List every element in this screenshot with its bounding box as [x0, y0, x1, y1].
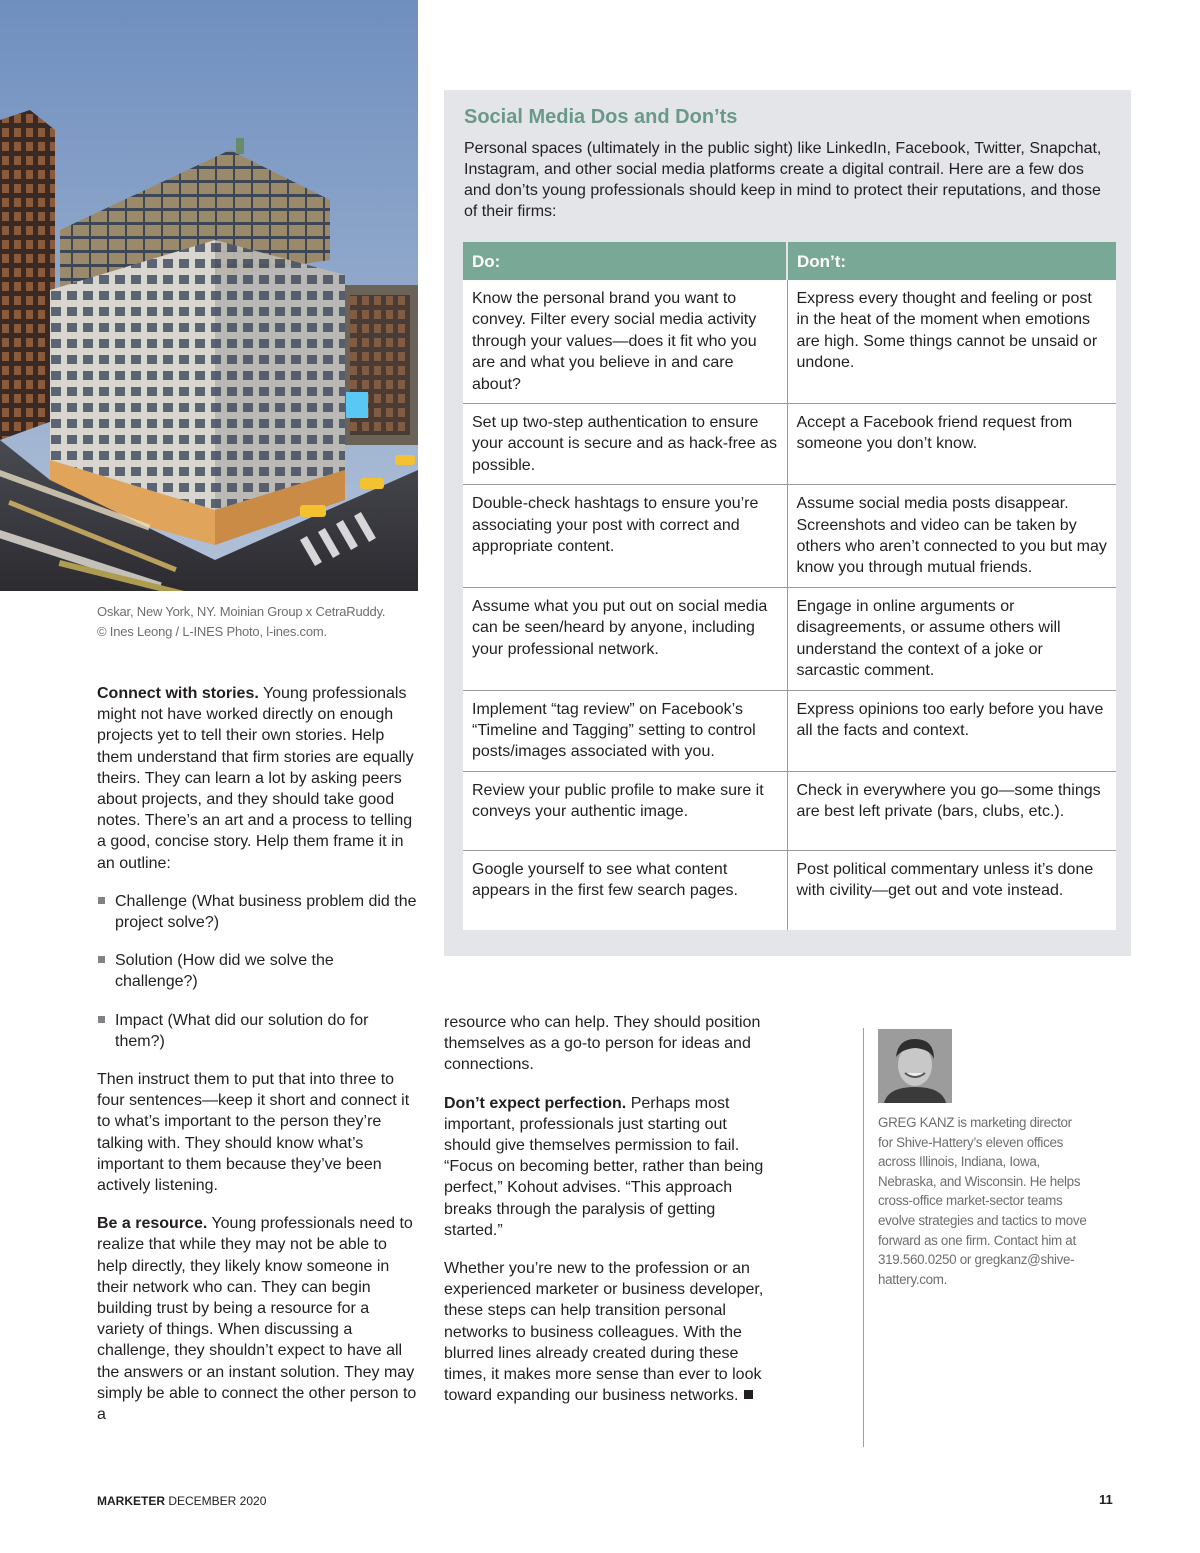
photo-caption — [97, 602, 407, 642]
paragraph — [444, 1258, 766, 1406]
author-bio: GREG KANZ is marketing director for Shive-Hattery’s eleven offices across Illinois, Indiana, Iowa, Nebraska, and Wisconsin. He helps cross-office market-sector teams evolve strategies and tactics to move forward as one firm. Contact him at 319.560.0250 or gregkanz@shive-hattery.com. — [878, 1115, 1087, 1287]
list-item-text: Challenge (What business problem did the project solve?) — [115, 892, 417, 932]
table-row — [463, 690, 1116, 771]
table-row — [463, 771, 1116, 850]
table-row — [463, 280, 1116, 404]
do-cell: Know the personal brand you want to convey. Filter every social media activity through your values—does it fit who you are and what you believe in and care about? — [463, 280, 787, 404]
paragraph — [97, 1213, 419, 1425]
building-illustration — [0, 0, 418, 591]
paragraph-lead: Connect with stories. — [97, 685, 259, 702]
table-row — [463, 404, 1116, 485]
dos-donts-table — [463, 242, 1116, 930]
table-header-row — [463, 242, 1116, 280]
paragraph-lead: Don’t expect perfection. — [444, 1094, 627, 1112]
list-item-text: Solution (How did we solve the challenge?) — [115, 952, 334, 991]
paragraph-text: Young professionals need to realize that while they may not be able to help directly, they likely know someone in their network who can. They can begin building trust by being a resource for a variety of things. When discussing a challenge, they shouldn’t expect to have all the answers or an instant solution. They may simply be able to connect the other person to a — [97, 1215, 417, 1424]
building-photo — [0, 0, 418, 591]
paragraph — [444, 1093, 766, 1241]
bio-divider — [863, 1028, 864, 1447]
outline-list — [97, 891, 419, 1052]
author-portrait-icon — [878, 1029, 952, 1103]
do-cell: Set up two-step authentication to ensure your account is secure and as hack-free as possible. — [463, 404, 787, 485]
author-headshot — [878, 1029, 952, 1103]
dont-cell: Engage in online arguments or disagreements, or assume others will understand the context of a joke or sarcastic comment. — [787, 587, 1116, 690]
paragraph: resource who can help. They should position themselves as a go-to person for ideas and connections. — [444, 1014, 761, 1074]
body-column-2 — [444, 1012, 766, 1423]
do-cell: Assume what you put out on social media can be seen/heard by anyone, including your professional network. — [463, 587, 787, 690]
caption-line-1: Oskar, New York, NY. Moinian Group x CetraRuddy. — [97, 604, 386, 619]
paragraph-text: Whether you’re new to the profession or an experienced marketer or business developer, these steps can help transition personal networks to business colleagues. With the blurred lines already created during these times, it makes more sense than ever to look toward expanding our business networks. — [444, 1260, 764, 1405]
list-item — [97, 950, 419, 992]
caption-line-2: © Ines Leong / L-INES Photo, l-ines.com. — [97, 624, 327, 639]
table-row — [463, 850, 1116, 930]
bullet-square-icon — [98, 956, 105, 963]
dont-cell: Assume social media posts disappear. Screenshots and video can be taken by others who aren’t connected to you but may know you through mutual friends. — [787, 485, 1116, 588]
sidebar-intro: Personal spaces (ultimately in the public sight) like LinkedIn, Facebook, Twitter, Snapchat, Instagram, and other social media platforms create a digital contrail. Here are a few dos and don’ts young professionals should keep in mind to protect their reputations, and those of their firms: — [464, 140, 1102, 220]
list-item — [97, 1010, 419, 1052]
list-item-text: Impact (What did our solution do for them?) — [115, 1011, 369, 1050]
dont-cell: Check in everywhere you go—some things are best left private (bars, clubs, etc.). — [787, 771, 1116, 850]
paragraph-lead: Be a resource. — [97, 1215, 208, 1233]
publication-name: MARKETER — [97, 1494, 165, 1508]
bullet-square-icon — [98, 1016, 105, 1023]
table-row — [463, 485, 1116, 588]
bullet-square-icon — [98, 897, 105, 904]
sidebar-title: Social Media Dos and Don’ts — [464, 106, 738, 128]
do-cell: Double-check hashtags to ensure you’re associating your post with correct and appropriate content. — [463, 485, 787, 588]
page-number: 11 — [1099, 1492, 1113, 1507]
paragraph-text: Perhaps most important, professionals just starting out should give themselves permission to fail. “Focus on becoming better, rather than being perfect,” Kohout advises. “This approach breaks through the paralysis of getting started.” — [444, 1094, 764, 1239]
issue-date: DECEMBER 2020 — [165, 1494, 267, 1508]
do-cell: Implement “tag review” on Facebook’s “Timeline and Tagging” setting to control posts/images associated with you. — [463, 690, 787, 771]
do-cell: Review your public profile to make sure it conveys your authentic image. — [463, 771, 787, 850]
paragraph-text: Young professionals might not have worked directly on enough projects yet to tell their own stories. Help them understand that firm stories are equally theirs. They can learn a lot by asking peers about projects, and they should take good notes. There’s an art and a process to telling a good, concise story. Help them frame it in an outline: — [97, 685, 414, 872]
table-row — [463, 587, 1116, 690]
dont-cell: Express every thought and feeling or post in the heat of the moment when emotions are high. Some things cannot be unsaid or undone. — [787, 280, 1116, 404]
body-column-1 — [97, 683, 419, 1442]
list-item — [97, 891, 419, 933]
dont-header: Don’t: — [787, 242, 1116, 280]
social-media-sidebar — [444, 90, 1131, 956]
page-footer — [97, 1494, 266, 1508]
dont-cell: Express opinions too early before you have all the facts and context. — [787, 690, 1116, 771]
paragraph: Then instruct them to put that into three to four sentences—keep it short and connect it to what’s important to the person they’re talking with. They should know what’s important to them because they’ve been actively listening. — [97, 1071, 410, 1195]
do-header: Do: — [463, 242, 787, 280]
dont-cell: Accept a Facebook friend request from someone you don’t know. — [787, 404, 1116, 485]
end-mark-icon — [744, 1390, 753, 1399]
paragraph — [97, 683, 419, 874]
do-cell: Google yourself to see what content appears in the first few search pages. — [472, 860, 738, 900]
dont-cell: Post political commentary unless it’s done with civility—get out and vote instead. — [787, 850, 1116, 930]
